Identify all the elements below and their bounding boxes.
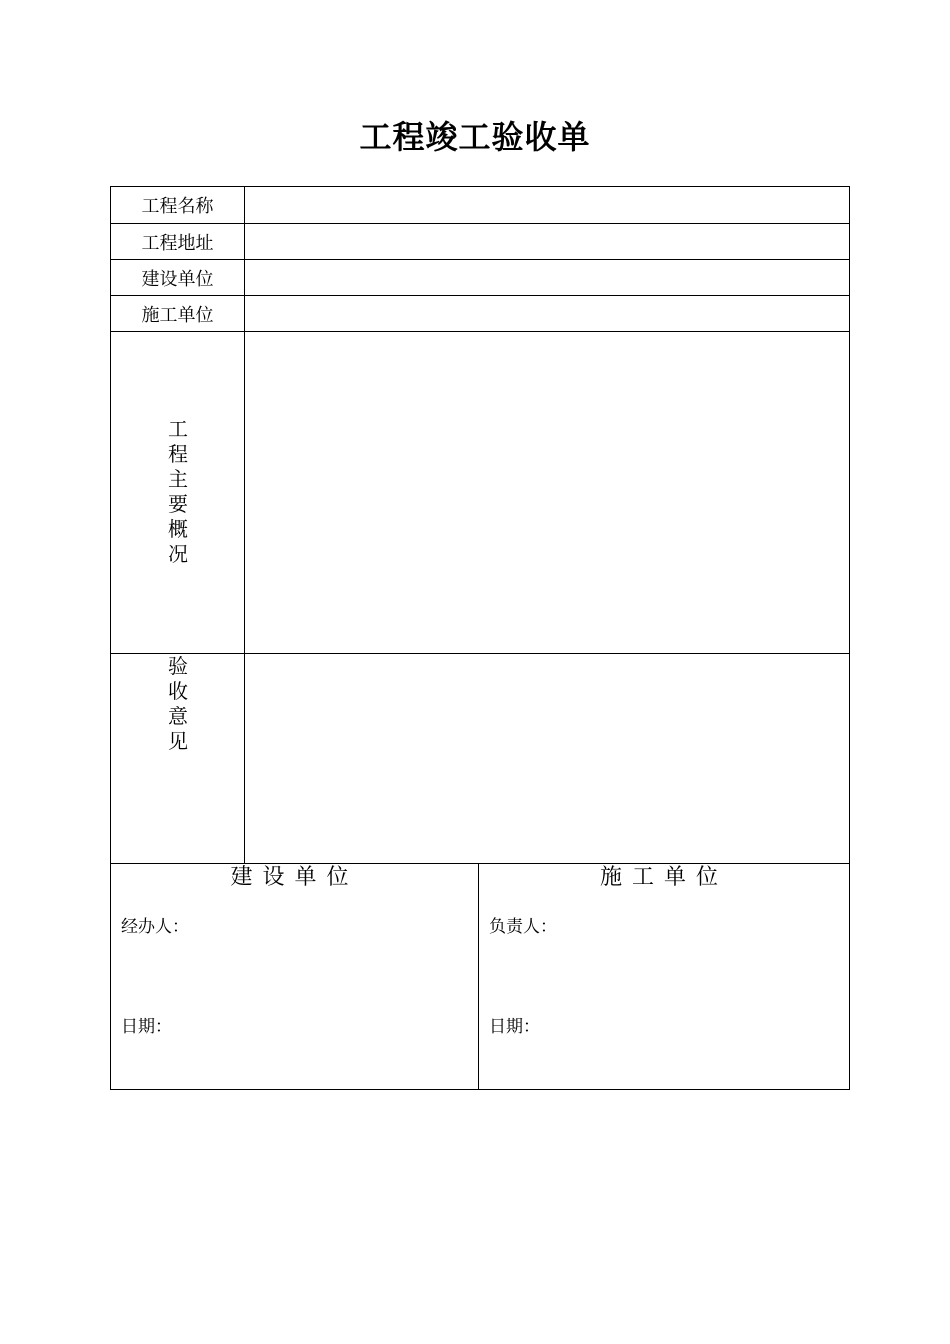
overview-label-char: 要 xyxy=(168,492,188,516)
project-name-field[interactable] xyxy=(245,187,849,223)
client-unit-row xyxy=(111,260,849,296)
overview-label-char: 概 xyxy=(168,517,188,541)
overview-label-char: 主 xyxy=(168,467,188,491)
contractor-signature-block xyxy=(479,864,849,1089)
acceptance-opinion-label xyxy=(111,654,245,863)
client-signature-block xyxy=(111,864,479,1089)
project-name-row xyxy=(111,187,849,224)
contractor-unit-field[interactable] xyxy=(245,296,849,331)
client-signature-heading: 建设单位 xyxy=(230,865,359,890)
acceptance-form xyxy=(110,186,850,1090)
project-overview-row xyxy=(111,332,849,654)
project-address-label: 工程地址 xyxy=(111,224,245,259)
project-name-label: 工程名称 xyxy=(111,187,245,223)
opinion-label-char: 意 xyxy=(168,704,188,728)
contractor-signature-heading: 施工单位 xyxy=(599,865,728,890)
document-title: 工程竣工验收单 xyxy=(359,118,591,156)
signature-section xyxy=(111,864,849,1089)
acceptance-opinion-field[interactable] xyxy=(245,654,849,863)
overview-label-char: 工 xyxy=(168,417,188,441)
contractor-date-label[interactable]: 日期： xyxy=(489,1017,540,1037)
client-date-label[interactable]: 日期： xyxy=(121,1017,172,1037)
acceptance-opinion-row xyxy=(111,654,849,864)
opinion-label-char: 见 xyxy=(168,729,188,753)
project-address-row xyxy=(111,224,849,260)
project-overview-field[interactable] xyxy=(245,332,849,653)
client-unit-field[interactable] xyxy=(245,260,849,295)
overview-label-char: 程 xyxy=(168,442,188,466)
client-handler-label[interactable]: 经办人： xyxy=(121,917,189,937)
opinion-label-char: 收 xyxy=(168,679,188,703)
project-address-field[interactable] xyxy=(245,224,849,259)
client-unit-label: 建设单位 xyxy=(111,260,245,295)
project-overview-label xyxy=(111,332,245,653)
contractor-unit-label: 施工单位 xyxy=(111,296,245,331)
contractor-unit-row xyxy=(111,296,849,332)
contractor-responsible-label[interactable]: 负责人： xyxy=(489,917,557,937)
overview-label-char: 况 xyxy=(168,542,188,566)
opinion-label-char: 验 xyxy=(168,654,188,678)
